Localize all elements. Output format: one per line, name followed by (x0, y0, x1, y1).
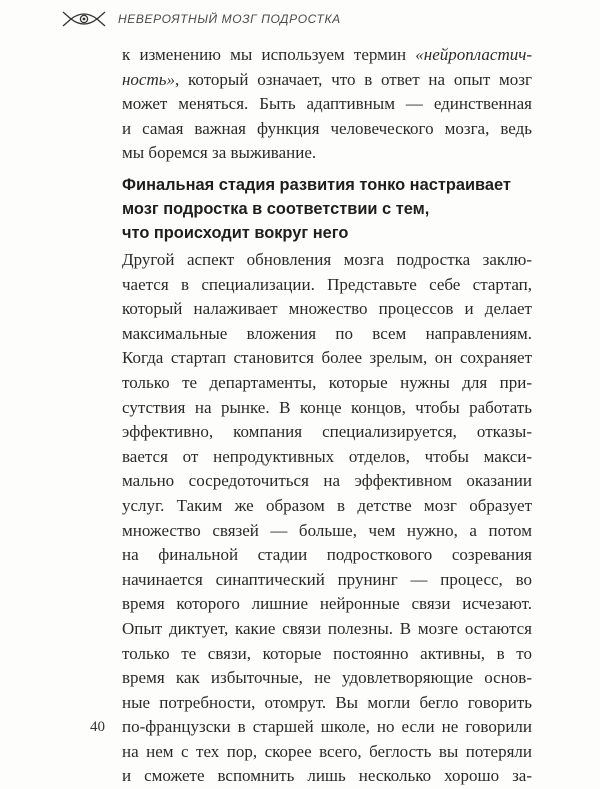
text-line: начинается синаптический прунинг — процесс, во (122, 569, 532, 589)
text-line: максимальные вложения по всем направлениям. (122, 323, 532, 343)
text-line: и самая важная функция человеческого мозга, ведь (122, 118, 532, 138)
text-line: время как избыточные, не удовлетворяющие основ- (122, 668, 532, 688)
section-heading (122, 174, 532, 245)
term-emphasis: ность» (122, 69, 175, 89)
eye-icon (62, 10, 106, 28)
text-line: только те связи, которые постоянно активны, в то (122, 643, 532, 663)
text-line: множество связей — больше, чем нужно, а потом (122, 520, 532, 540)
heading-line: мозг подростка в соответствии с тем, (122, 199, 430, 218)
text-line: чается в специализации. Представьте себе стартап, (122, 274, 532, 294)
text-line: может меняться. Быть адаптивным — единственная (122, 94, 532, 114)
heading-line: что происходит вокруг него (122, 223, 349, 242)
text-line: только те департаменты, которые нужны для при- (122, 372, 532, 392)
text-line: услуг. Таким же образом в детстве мозг образует (122, 495, 532, 515)
text-line: на финальной стадии подросткового созревания (122, 545, 532, 565)
text-line: ность», который означает, что в ответ на опыт мозг (122, 69, 532, 89)
running-title: НЕВЕРОЯТНЫЙ МОЗГ ПОДРОСТКА (118, 12, 341, 26)
text-line: который налаживает множество процессов и делает (122, 299, 532, 319)
text-line: и сможете вспомнить лишь несколько хорошо за- (122, 766, 532, 786)
paragraph-1 (122, 43, 532, 166)
text-line: вается от непродуктивных отделов, чтобы макси- (122, 446, 532, 466)
text-line: на нем с тех пор, скорее всего, беглость вы потеряли (122, 741, 532, 761)
text-line: мы боремся за выживание. (122, 143, 317, 163)
text-line: время которого лишние нейронные связи исчезают. (122, 594, 532, 614)
heading-line: Финальная стадия развития тонко настраивает (122, 176, 511, 194)
paragraph-2 (122, 248, 532, 789)
text-line: мально сосредоточиться на эффективном оказании (122, 471, 532, 491)
text-line: эффективно, компания специализируется, отказы- (122, 422, 532, 442)
page-number: 40 (90, 719, 105, 735)
text-line: Когда стартап становится более зрелым, он сохраняет (122, 348, 532, 368)
text-line: сутствия на рынке. В конце концов, чтобы работать (122, 397, 532, 417)
text-line: к изменению мы используем термин «нейропластич- (122, 45, 532, 64)
text-line: по-французски в старшей школе, но если не говорили (122, 717, 532, 737)
text-line: Другой аспект обновления мозга подростка заклю- (122, 250, 532, 269)
running-header (62, 8, 542, 30)
term-emphasis: «нейропластич- (415, 45, 532, 64)
text-line: ные потребности, отомрут. Вы могли бегло говорить (122, 692, 532, 712)
text-line: Опыт диктует, какие связи полезны. В мозге остаются (122, 618, 532, 638)
